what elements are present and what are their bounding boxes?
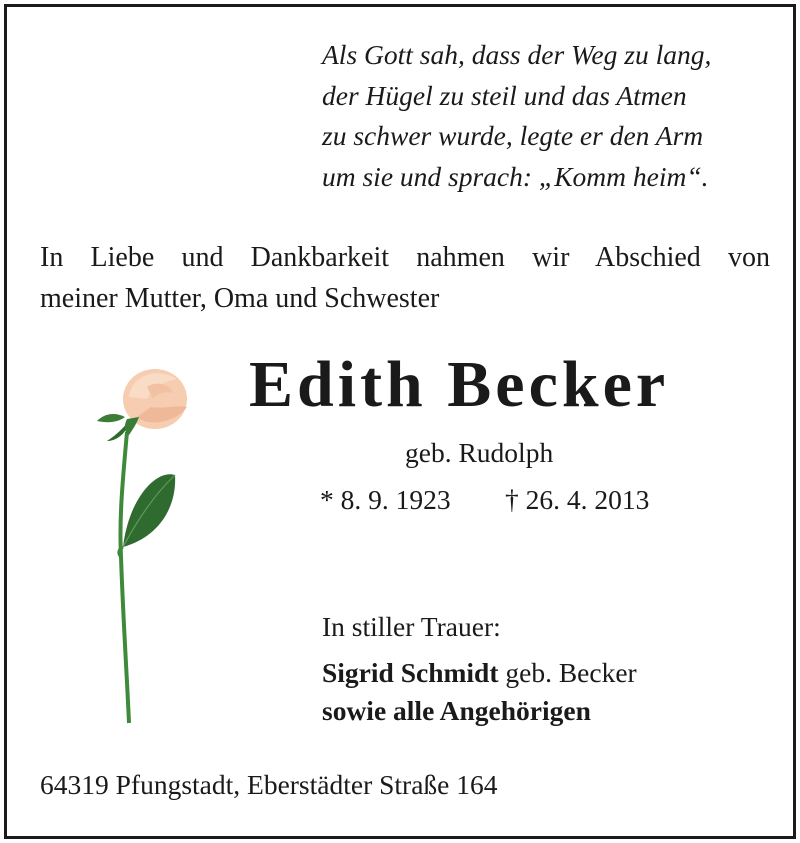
intro-line-1: In Liebe und Dankbarkeit nahmen wir Abschied von bbox=[40, 242, 770, 273]
poem bbox=[322, 35, 711, 197]
life-dates bbox=[320, 484, 650, 516]
obituary-notice bbox=[4, 4, 796, 839]
death-date: † 26. 4. 2013 bbox=[505, 484, 650, 515]
poem-line-1: Als Gott sah, dass der Weg zu lang, bbox=[322, 39, 712, 70]
intro-line-2: meiner Mutter, Oma und Schwester bbox=[40, 283, 440, 314]
rose-icon bbox=[77, 357, 217, 727]
mourner-primary-name: Sigrid Schmidt bbox=[322, 657, 499, 688]
poem-line-3: zu schwer wurde, legte er den Arm bbox=[322, 120, 704, 151]
deceased-name: Edith Becker bbox=[249, 348, 670, 421]
mourner-primary-suffix: geb. Becker bbox=[498, 657, 637, 688]
poem-line-2: der Hügel zu steil und das Atmen bbox=[322, 79, 687, 111]
address: 64319 Pfungstadt, Eberstädter Straße 164 bbox=[40, 769, 498, 800]
mourner-primary bbox=[322, 657, 637, 689]
mourning-heading: In stiller Trauer: bbox=[322, 611, 501, 642]
poem-line-4: um sie und sprach: „Komm heim“. bbox=[322, 160, 709, 192]
intro-text bbox=[40, 237, 770, 319]
mourner-others: sowie alle Angehörigen bbox=[322, 695, 591, 726]
birth-name: geb. Rudolph bbox=[405, 437, 554, 468]
birth-date: * 8. 9. 1923 bbox=[320, 484, 451, 515]
